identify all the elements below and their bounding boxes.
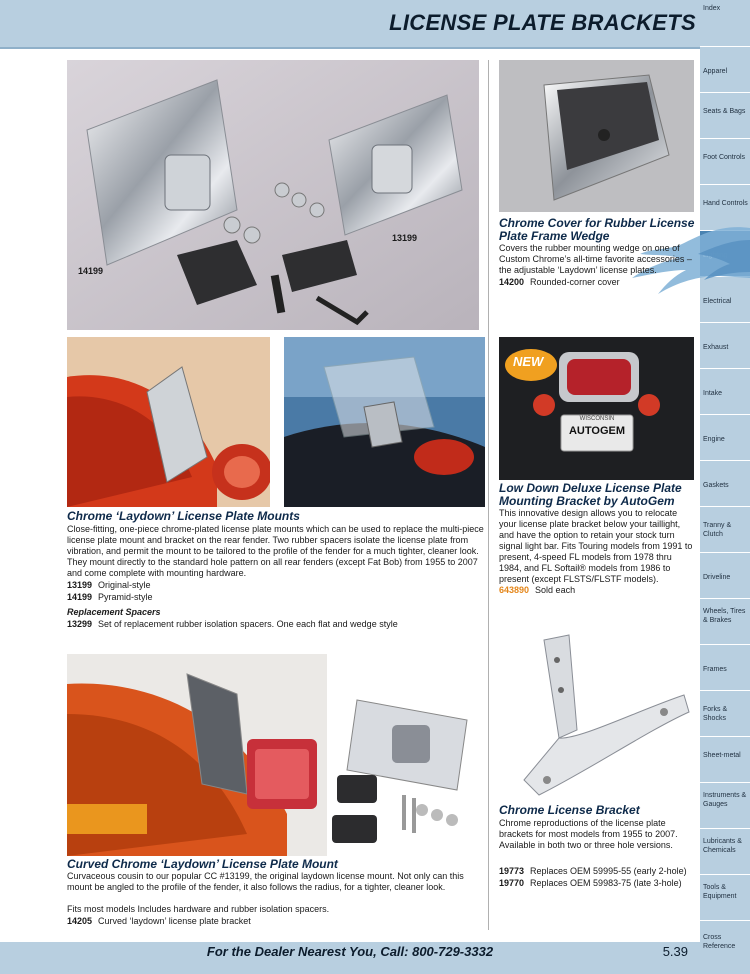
tab-label: Cross Reference: [703, 934, 736, 950]
tab-tools-equipment[interactable]: [700, 875, 750, 921]
bracket-description: Chrome reproductions of the license plate brackets for most models from 1955 to 2007. Available in both two or three hole versions.: [499, 818, 678, 850]
tab-sheetmetal[interactable]: [700, 737, 750, 783]
tab-gaskets[interactable]: [700, 461, 750, 507]
bracket-item-1: [499, 866, 687, 877]
tab-cross-reference[interactable]: [700, 921, 750, 974]
part-desc: Rounded-corner cover: [530, 277, 620, 287]
part-number: 13199: [67, 580, 93, 590]
lowdown-title: Low Down Deluxe License Plate Mounting Bracket by AutoGem: [499, 481, 682, 508]
part-desc: Set of replacement rubber isolation spacers. One each flat and wedge style: [98, 619, 398, 629]
tab-wheels-tires-brakes[interactable]: [700, 599, 750, 645]
tab-label: Gaskets: [703, 482, 729, 489]
lowdown-item-1: [499, 585, 575, 596]
new-badge: NEW: [513, 354, 544, 369]
tab-label: Intake: [703, 390, 723, 397]
part-desc: Replaces OEM 59983-75 (late 3-hole): [530, 878, 682, 888]
tab-label: Sheet-metal: [703, 752, 741, 759]
curved-mount-fender-photo: [67, 654, 327, 856]
tab-label: Electrical: [703, 298, 732, 305]
tab-label: Hand Controls: [703, 200, 748, 207]
header-rule: [0, 47, 700, 49]
tab-label: Forks & Shocks: [703, 706, 728, 722]
chrome-bracket-photo: [499, 620, 694, 800]
part-number: 14200: [499, 277, 525, 287]
curved-description: Curvaceous cousin to our popular CC #13199, the original laydown license mount. Not only can this mount be angled to the profile of the fender, it also follows the radius, for a tighter, cleaner look.: [67, 871, 464, 892]
laydown-mounts-photo: [67, 60, 479, 330]
laydown-title: Chrome ‘Laydown’ License Plate Mounts: [67, 509, 300, 523]
tab-label: Tools & Equipment: [703, 884, 737, 900]
replacement-spacers-heading: Replacement Spacers: [67, 607, 161, 617]
cover-title: Chrome Cover for Rubber License Plate Frame Wedge: [499, 216, 695, 243]
tab-label: Tranny & Clutch: [703, 522, 732, 538]
tab-label: Apparel: [703, 68, 728, 75]
tab-foot-controls[interactable]: [700, 139, 750, 185]
plate-state-text: WISCONSIN: [579, 416, 615, 422]
tab-lubricants-chemicals[interactable]: [700, 829, 750, 875]
tab-driveline[interactable]: [700, 553, 750, 599]
tab-intake[interactable]: [700, 369, 750, 415]
page-number: 5.39: [662, 944, 688, 959]
spacers-item-1: [67, 619, 398, 630]
section-index-sidebar: [700, 0, 750, 974]
tab-label: Wheels, Tires & Brakes: [703, 608, 746, 624]
photo-label-13199: 13199: [392, 233, 418, 243]
tab-label: Frames: [703, 666, 727, 673]
laydown-description: Close-fitting, one-piece chrome-plated license plate mounts which can be used to replace the multi-piece license plate mount and bracket on the rear fender. Two rubber spacers isolate the license plate from vibration, and permit the mount to be tailored to the profile of the fender for a much tighter, cleaner look. They mount directly to the standard hole pattern on all rear fenders (except Fat Bob) from 1955 to 2007 and come complete with mounting hardware.: [67, 524, 484, 578]
part-desc: Original-style: [98, 580, 151, 590]
tab-seats-bags[interactable]: [700, 93, 750, 139]
autogem-bracket-photo: [499, 337, 694, 480]
curved-item-1: [67, 916, 251, 927]
tab-forks-shocks[interactable]: [700, 691, 750, 737]
cover-item-1: [499, 277, 620, 288]
part-number: 14199: [67, 592, 93, 602]
fender-mount-photo-1: [67, 337, 270, 507]
column-divider: [488, 60, 489, 930]
part-number: 14205: [67, 916, 93, 926]
tab-label: Driveline: [703, 574, 731, 581]
bracket-title: Chrome License Bracket: [499, 803, 640, 817]
tab-instruments-gauges[interactable]: [700, 783, 750, 829]
laydown-item-2: [67, 592, 153, 603]
page-title: LICENSE PLATE BRACKETS: [389, 10, 696, 35]
tab-label: Exhaust: [703, 344, 729, 351]
plate-text: AUTOGEM: [568, 425, 626, 437]
curved-note: Fits most models Includes hardware and rubber isolation spacers.: [67, 904, 330, 914]
cover-description: Covers the rubber mounting wedge on one of Custom Chrome’s all-time favorite accessories – the adjustable ‘Laydown’ license plates.: [499, 243, 692, 275]
tab-engine[interactable]: [700, 415, 750, 461]
part-number: 643890: [499, 585, 530, 595]
laydown-item-1: [67, 580, 151, 591]
part-desc: Replaces OEM 59995-55 (early 2-hole): [530, 866, 687, 876]
part-number: 19770: [499, 878, 525, 888]
tab-label: Index: [703, 5, 721, 12]
part-desc: Sold each: [535, 585, 576, 595]
lowdown-description: This innovative design allows you to relocate your license plate bracket below your taillight, and have the option to retain your stock turn signal light bar. Fits Touring models from 1991 to present, 4-speed FL models from 1978 thru 1984, and FL Softail® models from 1986 to present (except FLSTS/FLSTF models).: [499, 508, 693, 584]
tab-frames[interactable]: [700, 645, 750, 691]
part-number: 13299: [67, 619, 93, 629]
tab-exhaust[interactable]: [700, 323, 750, 369]
fender-mount-photo-2: [284, 337, 485, 507]
photo-label-14199: 14199: [78, 266, 104, 276]
tab-index[interactable]: [700, 0, 750, 47]
dealer-call-text: For the Dealer Nearest You, Call: 800-729-3332: [206, 944, 494, 959]
curved-title: Curved Chrome ‘Laydown’ License Plate Mount: [67, 857, 338, 871]
part-desc: Curved ‘laydown’ license plate bracket: [98, 916, 251, 926]
tab-tranny-clutch[interactable]: [700, 507, 750, 553]
tab-label: Seats & Bags: [703, 108, 746, 115]
tab-label: Instruments & Gauges: [703, 792, 747, 808]
part-number: 19773: [499, 866, 525, 876]
tab-label: Foot Controls: [703, 154, 746, 161]
chrome-cover-photo: [499, 60, 694, 212]
tab-label: Engine: [703, 436, 725, 443]
part-desc: Pyramid-style: [98, 592, 153, 602]
tab-apparel[interactable]: [700, 47, 750, 93]
curved-mount-kit-photo: [327, 680, 479, 850]
bracket-item-2: [499, 878, 682, 889]
tab-label: Lubricants & Chemicals: [703, 838, 742, 854]
